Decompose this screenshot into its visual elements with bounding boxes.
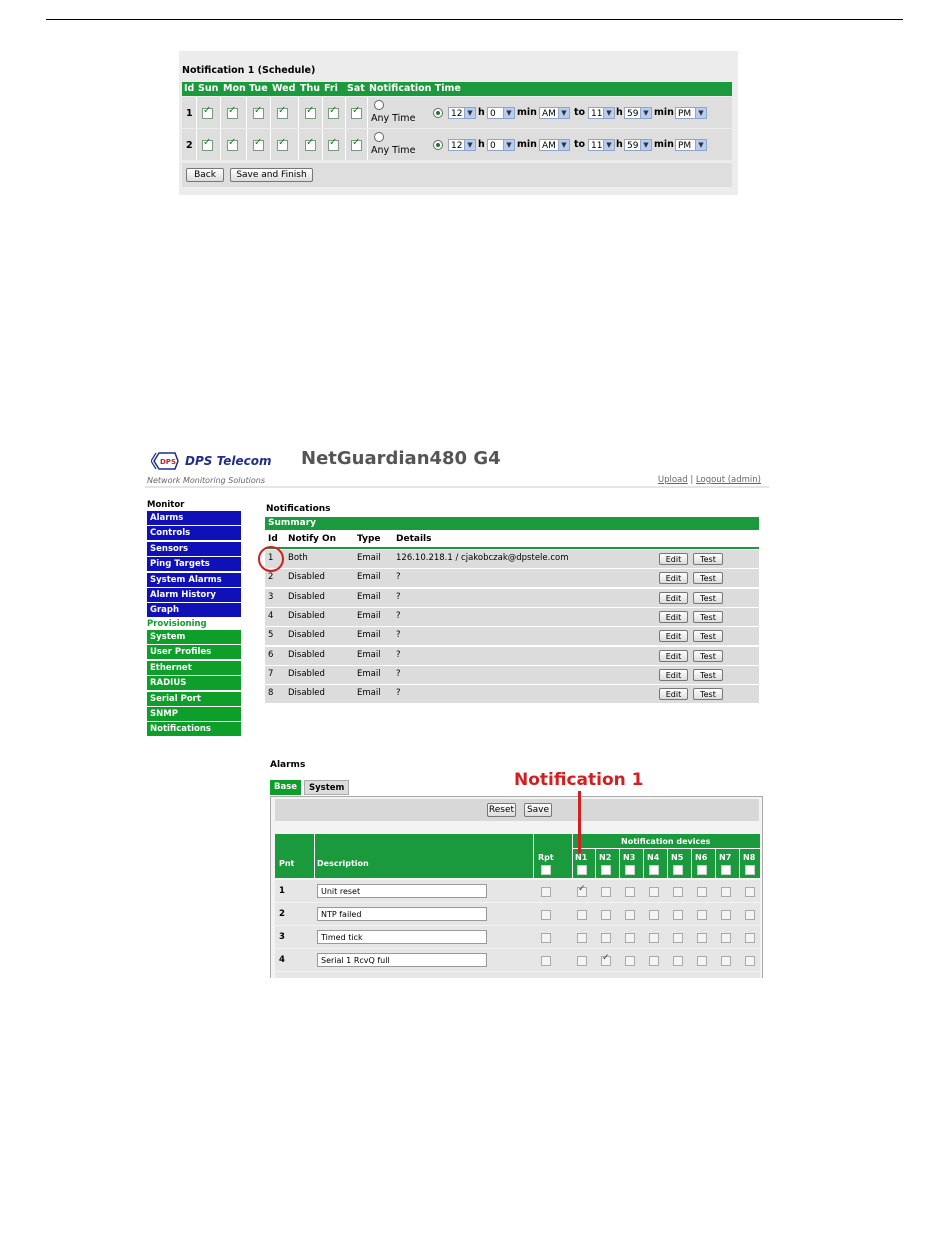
chevron-down-icon: ▼: [603, 140, 614, 150]
col-sun: Sun: [198, 83, 219, 94]
edit-button[interactable]: Edit: [659, 592, 688, 604]
device-checkbox-n2[interactable]: [601, 933, 611, 943]
device-checkbox-n3[interactable]: [625, 933, 635, 943]
hour-from-select[interactable]: [448, 107, 476, 119]
alarm-row: [275, 903, 760, 925]
column-separator: [345, 129, 346, 160]
summary-bar: Summary: [265, 517, 759, 530]
day-checkbox[interactable]: [253, 140, 264, 151]
chevron-down-icon: ▼: [558, 108, 569, 118]
monitor-heading: Monitor: [147, 500, 185, 510]
ampm-from-select[interactable]: [539, 139, 570, 151]
column-separator: [270, 97, 271, 128]
day-checkbox[interactable]: [227, 108, 238, 119]
device-all-checkbox[interactable]: [625, 865, 635, 875]
details: ?: [396, 668, 401, 679]
device-checkbox-n2[interactable]: [601, 910, 611, 920]
device-header-n6: N6: [695, 853, 708, 862]
description-input[interactable]: Timed tick: [317, 930, 487, 944]
col-mon: Mon: [223, 83, 246, 94]
header-divider: [145, 486, 769, 488]
select-value: 11: [591, 109, 603, 119]
type: Email: [357, 572, 381, 583]
menu-item-user-profiles[interactable]: User Profiles: [147, 645, 241, 659]
select-value: 0: [490, 141, 496, 151]
unit-label: to: [574, 139, 586, 150]
col-sat: Sat: [347, 83, 365, 94]
type: Email: [357, 688, 381, 699]
alarm-row: [275, 949, 760, 971]
notify-on: Disabled: [288, 688, 325, 699]
column-separator: [643, 849, 644, 878]
col-type: Type: [357, 534, 381, 544]
day-checkbox[interactable]: [277, 140, 288, 151]
device-checkbox-n4[interactable]: [649, 887, 659, 897]
device-checkbox-n1[interactable]: [577, 956, 587, 966]
chevron-down-icon: ▼: [640, 108, 651, 118]
schedule-panel: [179, 51, 738, 195]
hour-from-select[interactable]: [448, 139, 476, 151]
edit-button[interactable]: Edit: [659, 688, 688, 700]
description-input[interactable]: Unit reset: [317, 884, 487, 898]
day-checkbox[interactable]: [305, 140, 316, 151]
menu-item-radius[interactable]: RADIUS: [147, 676, 241, 690]
unit-label: h: [478, 107, 485, 118]
device-checkbox-n5[interactable]: [673, 887, 683, 897]
col-thu: Thu: [300, 83, 321, 94]
column-separator: [298, 97, 299, 128]
menu-item-snmp[interactable]: SNMP: [147, 707, 241, 721]
test-button[interactable]: Test: [693, 553, 723, 565]
select-value: 59: [627, 109, 639, 119]
menu-item-ethernet[interactable]: Ethernet: [147, 661, 241, 675]
device-checkbox-n4[interactable]: [649, 910, 659, 920]
time-range-radio[interactable]: [433, 108, 443, 118]
col-notify-on: Notify On: [288, 534, 337, 544]
day-checkbox[interactable]: [277, 108, 288, 119]
column-separator: [595, 849, 596, 878]
test-button[interactable]: Test: [693, 572, 723, 584]
menu-item-notifications[interactable]: Notifications: [147, 722, 241, 736]
details: ?: [396, 630, 401, 641]
alarms-frame: [270, 796, 763, 978]
minute-to-select[interactable]: [624, 107, 652, 119]
column-separator: [739, 849, 740, 878]
col-id: Id: [184, 83, 195, 94]
device-checkbox-n8[interactable]: [745, 910, 755, 920]
column-separator: [196, 97, 197, 128]
unit-label: to: [574, 107, 586, 118]
menu-item-system-alarms[interactable]: System Alarms: [147, 573, 241, 587]
col-notification-time: Notification Time: [369, 83, 461, 94]
edit-button[interactable]: Edit: [659, 572, 688, 584]
rpt-checkbox[interactable]: [541, 910, 551, 920]
rpt-all-checkbox[interactable]: [541, 865, 551, 875]
point-number: 1: [279, 886, 285, 896]
device-checkbox-n5[interactable]: [673, 910, 683, 920]
test-button[interactable]: Test: [693, 592, 723, 604]
chevron-down-icon: ▼: [464, 140, 475, 150]
reset-button[interactable]: Reset: [488, 805, 515, 815]
notification-row: [265, 647, 759, 665]
menu-item-sensors[interactable]: Sensors: [147, 542, 241, 556]
col-tue: Tue: [249, 83, 268, 94]
column-separator: [367, 97, 368, 128]
device-checkbox-n6[interactable]: [697, 956, 707, 966]
day-checkbox[interactable]: [253, 108, 264, 119]
back-button[interactable]: Back: [186, 168, 224, 182]
column-separator: [322, 129, 323, 160]
notifications-header: [265, 531, 759, 549]
test-button[interactable]: Test: [693, 669, 723, 681]
row-id: 2: [186, 140, 193, 151]
day-checkbox[interactable]: [328, 140, 339, 151]
column-separator: [246, 129, 247, 160]
row-id: 2: [268, 572, 274, 583]
row-id: 5: [268, 630, 274, 641]
alarm-row-partial: [275, 972, 760, 978]
point-number: 2: [279, 909, 285, 919]
device-all-checkbox[interactable]: [745, 865, 755, 875]
device-header-n8: N8: [743, 853, 756, 862]
chevron-down-icon: ▼: [503, 108, 514, 118]
day-checkbox[interactable]: [351, 140, 362, 151]
row-id: 8: [268, 688, 274, 699]
notification-row: [265, 589, 759, 607]
edit-button[interactable]: Edit: [659, 611, 688, 623]
schedule-header-row: [182, 82, 732, 96]
details: ?: [396, 572, 401, 583]
tagline: Network Monitoring Solutions: [147, 476, 266, 485]
device-all-checkbox[interactable]: [577, 865, 587, 875]
any-time-radio[interactable]: [374, 100, 384, 110]
row-id: 1: [186, 108, 193, 119]
column-separator: [298, 129, 299, 160]
chevron-down-icon: ▼: [464, 108, 475, 118]
alarm-row: [275, 926, 760, 948]
notification-1-callout: Notification 1: [514, 770, 644, 790]
notify-on: Disabled: [288, 610, 325, 621]
device-all-checkbox[interactable]: [601, 865, 611, 875]
notification-row: [265, 666, 759, 684]
device-checkbox-n1[interactable]: [577, 887, 587, 897]
details: ?: [396, 649, 401, 660]
device-checkbox-n7[interactable]: [721, 956, 731, 966]
details: ?: [396, 688, 401, 699]
menu-item-serial-port[interactable]: Serial Port: [147, 692, 241, 706]
select-value: 12: [451, 109, 463, 119]
notify-on: Disabled: [288, 572, 325, 583]
logo-mark-text: DPS: [160, 458, 176, 466]
select-value: AM: [542, 141, 556, 151]
any-time-label: Any Time: [371, 145, 416, 156]
select-value: AM: [542, 109, 556, 119]
chevron-down-icon: ▼: [695, 140, 706, 150]
minute-from-select[interactable]: [487, 139, 515, 151]
day-checkbox[interactable]: [202, 108, 213, 119]
unit-label: min: [517, 139, 537, 150]
ampm-to-select[interactable]: [675, 107, 707, 119]
edit-button[interactable]: Edit: [659, 669, 688, 681]
notify-on: Disabled: [288, 668, 325, 679]
unit-label: h: [616, 139, 623, 150]
ampm-to-select[interactable]: [675, 139, 707, 151]
device-header-n4: N4: [647, 853, 660, 862]
notify-on: Disabled: [288, 591, 325, 602]
highlight-circle: [258, 546, 284, 572]
hour-to-select[interactable]: [588, 107, 615, 119]
type: Email: [357, 668, 381, 679]
logout-link[interactable]: Logout (admin): [695, 475, 761, 485]
schedule-row: [182, 129, 732, 160]
rpt-checkbox[interactable]: [541, 956, 551, 966]
menu-item-system[interactable]: System: [147, 630, 241, 644]
alarms-title: Alarms: [270, 760, 306, 770]
dps-logo-icon: [151, 450, 179, 472]
select-value: 59: [627, 141, 639, 151]
chevron-down-icon: ▼: [603, 108, 614, 118]
device-checkbox-n4[interactable]: [649, 933, 659, 943]
test-button[interactable]: Test: [693, 688, 723, 700]
rpt-checkbox[interactable]: [541, 933, 551, 943]
device-checkbox-n8[interactable]: [745, 887, 755, 897]
test-button[interactable]: Test: [693, 630, 723, 642]
alarm-row: [275, 880, 760, 902]
alarms-toolbar: [275, 799, 759, 821]
row-id: 4: [268, 610, 274, 621]
select-value: PM: [678, 109, 692, 119]
tab-base[interactable]: Base: [270, 780, 301, 795]
col-fri: Fri: [324, 83, 338, 94]
page-top-rule: [46, 19, 903, 20]
hour-to-select[interactable]: [588, 139, 615, 151]
device-header-n2: N2: [599, 853, 612, 862]
notification-devices-heading: Notification devices: [621, 837, 711, 846]
device-checkbox-n7[interactable]: [721, 887, 731, 897]
select-value: 0: [490, 109, 496, 119]
netguardian-panel: [145, 442, 769, 736]
any-time-radio[interactable]: [374, 132, 384, 142]
day-checkbox[interactable]: [351, 108, 362, 119]
menu-item-alarm-history[interactable]: Alarm History: [147, 588, 241, 602]
schedule-footer: [182, 163, 732, 187]
notification-row: [265, 627, 759, 645]
column-separator: [270, 129, 271, 160]
minute-from-select[interactable]: [487, 107, 515, 119]
device-checkbox-n2[interactable]: [601, 887, 611, 897]
select-value: PM: [678, 141, 692, 151]
rpt-checkbox[interactable]: [541, 887, 551, 897]
device-checkbox-n1[interactable]: [577, 933, 587, 943]
column-separator: [619, 849, 620, 878]
notification-row: [265, 550, 759, 568]
menu-item-ping-targets[interactable]: Ping Targets: [147, 557, 241, 571]
unit-label: min: [654, 139, 674, 150]
logo-text: DPS Telecom: [185, 454, 272, 468]
device-checkbox-n7[interactable]: [721, 933, 731, 943]
select-value: 12: [451, 141, 463, 151]
column-separator: [715, 849, 716, 878]
schedule-row: [182, 97, 732, 128]
test-button[interactable]: Test: [693, 650, 723, 662]
chevron-down-icon: ▼: [695, 108, 706, 118]
point-number: 4: [279, 955, 285, 965]
type: Email: [357, 610, 381, 621]
chevron-down-icon: ▼: [640, 140, 651, 150]
page-title: Notifications: [266, 504, 331, 514]
device-checkbox-n6[interactable]: [697, 910, 707, 920]
menu-item-alarms[interactable]: Alarms: [147, 511, 241, 525]
unit-label: h: [478, 139, 485, 150]
description-input[interactable]: NTP failed: [317, 907, 487, 921]
top-links: [658, 475, 761, 485]
notify-on: Disabled: [288, 630, 325, 641]
device-checkbox-n8[interactable]: [745, 933, 755, 943]
test-button[interactable]: Test: [693, 611, 723, 623]
tab-system[interactable]: System: [304, 780, 349, 795]
day-checkbox[interactable]: [305, 108, 316, 119]
select-value: 11: [591, 141, 603, 151]
description-input[interactable]: Serial 1 RcvQ full: [317, 953, 487, 967]
upload-link[interactable]: Upload: [657, 475, 688, 485]
menu-item-controls[interactable]: Controls: [147, 526, 241, 540]
row-id: 1: [268, 553, 274, 563]
device-all-checkbox[interactable]: [721, 865, 731, 875]
device-checkbox-n3[interactable]: [625, 956, 635, 966]
device-checkbox-n6[interactable]: [697, 887, 707, 897]
save-and-finish-button[interactable]: Save and Finish: [230, 168, 313, 182]
ampm-from-select[interactable]: [539, 107, 570, 119]
device-header-n5: N5: [671, 853, 684, 862]
column-separator: [220, 129, 221, 160]
device-all-checkbox[interactable]: [649, 865, 659, 875]
type: Email: [357, 649, 381, 660]
device-checkbox-n5[interactable]: [673, 933, 683, 943]
column-separator: [667, 849, 668, 878]
menu-item-graph[interactable]: Graph: [147, 603, 241, 617]
schedule-title: Notification 1 (Schedule): [182, 65, 316, 76]
device-checkbox-n8[interactable]: [745, 956, 755, 966]
any-time-label: Any Time: [371, 113, 416, 124]
minute-to-select[interactable]: [624, 139, 652, 151]
device-checkbox-n6[interactable]: [697, 933, 707, 943]
col-wed: Wed: [272, 83, 296, 94]
edit-button[interactable]: Edit: [659, 650, 688, 662]
device-header-n3: N3: [623, 853, 636, 862]
column-separator: [220, 97, 221, 128]
alarms-header: [275, 834, 760, 878]
column-separator: [367, 129, 368, 160]
edit-button[interactable]: Edit: [659, 630, 688, 642]
link-separator: |: [690, 475, 694, 485]
column-separator: [196, 129, 197, 160]
unit-label: h: [616, 107, 623, 118]
col-rpt: Rpt: [538, 853, 554, 862]
chevron-down-icon: ▼: [558, 140, 569, 150]
column-separator: [322, 97, 323, 128]
device-checkbox-n7[interactable]: [721, 910, 731, 920]
col-description: Description: [317, 859, 369, 868]
column-separator: [763, 849, 764, 878]
device-all-checkbox[interactable]: [673, 865, 683, 875]
notify-on: Disabled: [288, 649, 325, 660]
notification-row: [265, 569, 759, 587]
type: Email: [357, 630, 381, 641]
row-id: 6: [268, 649, 274, 660]
device-checkbox-n1[interactable]: [577, 910, 587, 920]
type: Email: [357, 553, 381, 563]
row-id: 3: [268, 591, 274, 602]
details: 126.10.218.1 / cjakobczak@dpstele.com: [396, 553, 569, 563]
details: ?: [396, 591, 401, 602]
unit-label: min: [517, 107, 537, 118]
details: ?: [396, 610, 401, 621]
day-checkbox[interactable]: [202, 140, 213, 151]
notify-on: Both: [288, 553, 308, 563]
device-header-n7: N7: [719, 853, 732, 862]
column-separator: [345, 97, 346, 128]
save-button[interactable]: Save: [524, 803, 552, 817]
column-separator: [246, 97, 247, 128]
device-all-checkbox[interactable]: [697, 865, 707, 875]
point-number: 3: [279, 932, 285, 942]
col-details: Details: [396, 534, 432, 544]
callout-pointer: [578, 791, 581, 853]
chevron-down-icon: ▼: [503, 140, 514, 150]
time-range-radio[interactable]: [433, 140, 443, 150]
device-checkbox-n5[interactable]: [673, 956, 683, 966]
type: Email: [357, 591, 381, 602]
device-checkbox-n4[interactable]: [649, 956, 659, 966]
device-checkbox-n3[interactable]: [625, 910, 635, 920]
device-header-n1: N1: [575, 853, 588, 862]
col-id: Id: [268, 534, 278, 544]
day-checkbox[interactable]: [328, 108, 339, 119]
edit-button[interactable]: Edit: [659, 553, 688, 565]
col-pnt: Pnt: [279, 859, 295, 868]
unit-label: min: [654, 107, 674, 118]
product-title: NetGuardian480 G4: [301, 448, 501, 469]
device-checkbox-n2[interactable]: [601, 956, 611, 966]
day-checkbox[interactable]: [227, 140, 238, 151]
row-id: 7: [268, 668, 274, 679]
notification-row: [265, 608, 759, 626]
notification-row: [265, 685, 759, 703]
device-checkbox-n3[interactable]: [625, 887, 635, 897]
column-separator: [691, 849, 692, 878]
provisioning-heading: Provisioning: [147, 619, 207, 629]
